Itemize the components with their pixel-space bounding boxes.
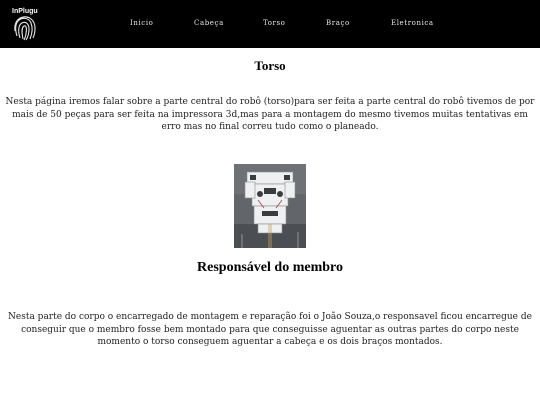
nav-link-braco[interactable]: Braço bbox=[326, 19, 350, 27]
intro-paragraph: Nesta página iremos falar sobre a parte central do robô (torso)para ser feita a parte central do robô tivemos de por mais de 50 peças para ser feita na impressora 3d,mas para a montagem do mesmo tivemos muitas tentativas em erro mas no final correu tudo como o planeado. bbox=[5, 97, 535, 133]
torso-robot-image bbox=[234, 164, 306, 248]
torso-photo bbox=[234, 164, 306, 248]
nav-link-cabeca[interactable]: Cabeça bbox=[194, 19, 224, 27]
page-title: Torso bbox=[254, 58, 286, 73]
nav-link-eletronica[interactable]: Eletronica bbox=[391, 19, 434, 27]
logo-wordmark: InPlugu bbox=[12, 8, 38, 15]
nav-link-inicio[interactable]: Inicio bbox=[130, 19, 154, 27]
top-navigation-bar bbox=[0, 0, 540, 48]
member-paragraph: Nesta parte do corpo o encarregado de montagem e reparação foi o João Souza,o responsavel ficou encarregue de conseguir que o membro fosse bem montado para que conseguisse aguentar as outras partes do corpo neste momento o torso conseguem aguentar a cabeça e os dois braços montados. bbox=[8, 312, 532, 348]
nav-link-torso[interactable]: Torso bbox=[263, 19, 286, 27]
main-nav bbox=[0, 0, 540, 48]
member-heading: Responsável do membro bbox=[197, 260, 343, 275]
